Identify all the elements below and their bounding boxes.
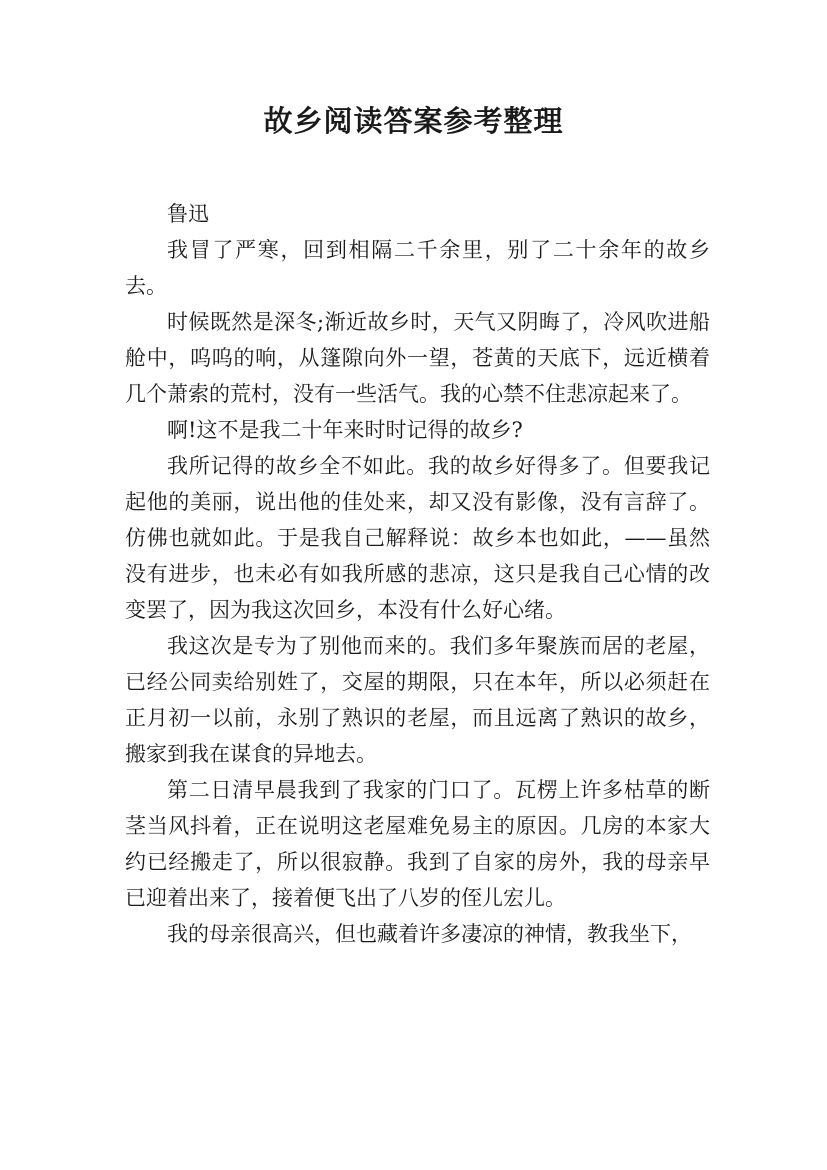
paragraph: 第二日清早晨我到了我家的门口了。瓦楞上许多枯草的断茎当风抖着，正在说明这老屋难免易主的原因。几房的本家大约已经搬走了，所以很寂静。我到了自家的房外，我的母亲早已迎着出来了，接着便飞出了八岁的侄儿宏儿。 <box>125 778 710 910</box>
paragraph: 时候既然是深冬;渐近故乡时，天气又阴晦了，冷风吹进船舱中，呜呜的响，从篷隙向外一望，苍黄的天底下，远近横着几个萧索的荒村，没有一些活气。我的心禁不住悲凉起来了。 <box>125 310 710 406</box>
paragraph: 我冒了严寒，回到相隔二千余里，别了二十余年的故乡去。 <box>125 238 710 298</box>
paragraph: 啊!这不是我二十年来时时记得的故乡? <box>167 418 523 442</box>
author-line: 鲁迅 <box>167 202 209 226</box>
paragraph: 我所记得的故乡全不如此。我的故乡好得多了。但要我记起他的美丽，说出他的佳处来，却又没有影像，没有言辞了。仿佛也就如此。于是我自己解释说：故乡本也如此，——虽然没有进步，也未必有如我所感的悲凉，这只是我自己心情的改变罢了，因为我这次回乡，本没有什么好心绪。 <box>125 454 710 622</box>
document-title: 故乡阅读答案参考整理 <box>263 104 564 138</box>
document-body <box>125 196 710 952</box>
paragraph: 我的母亲很高兴，但也藏着许多凄凉的神情，教我坐下， <box>167 922 692 946</box>
paragraph: 我这次是专为了别他而来的。我们多年聚族而居的老屋，已经公同卖给别姓了，交屋的期限，只在本年，所以必须赶在正月初一以前，永别了熟识的老屋，而且远离了熟识的故乡，搬家到我在谋食的异地去。 <box>125 634 710 766</box>
